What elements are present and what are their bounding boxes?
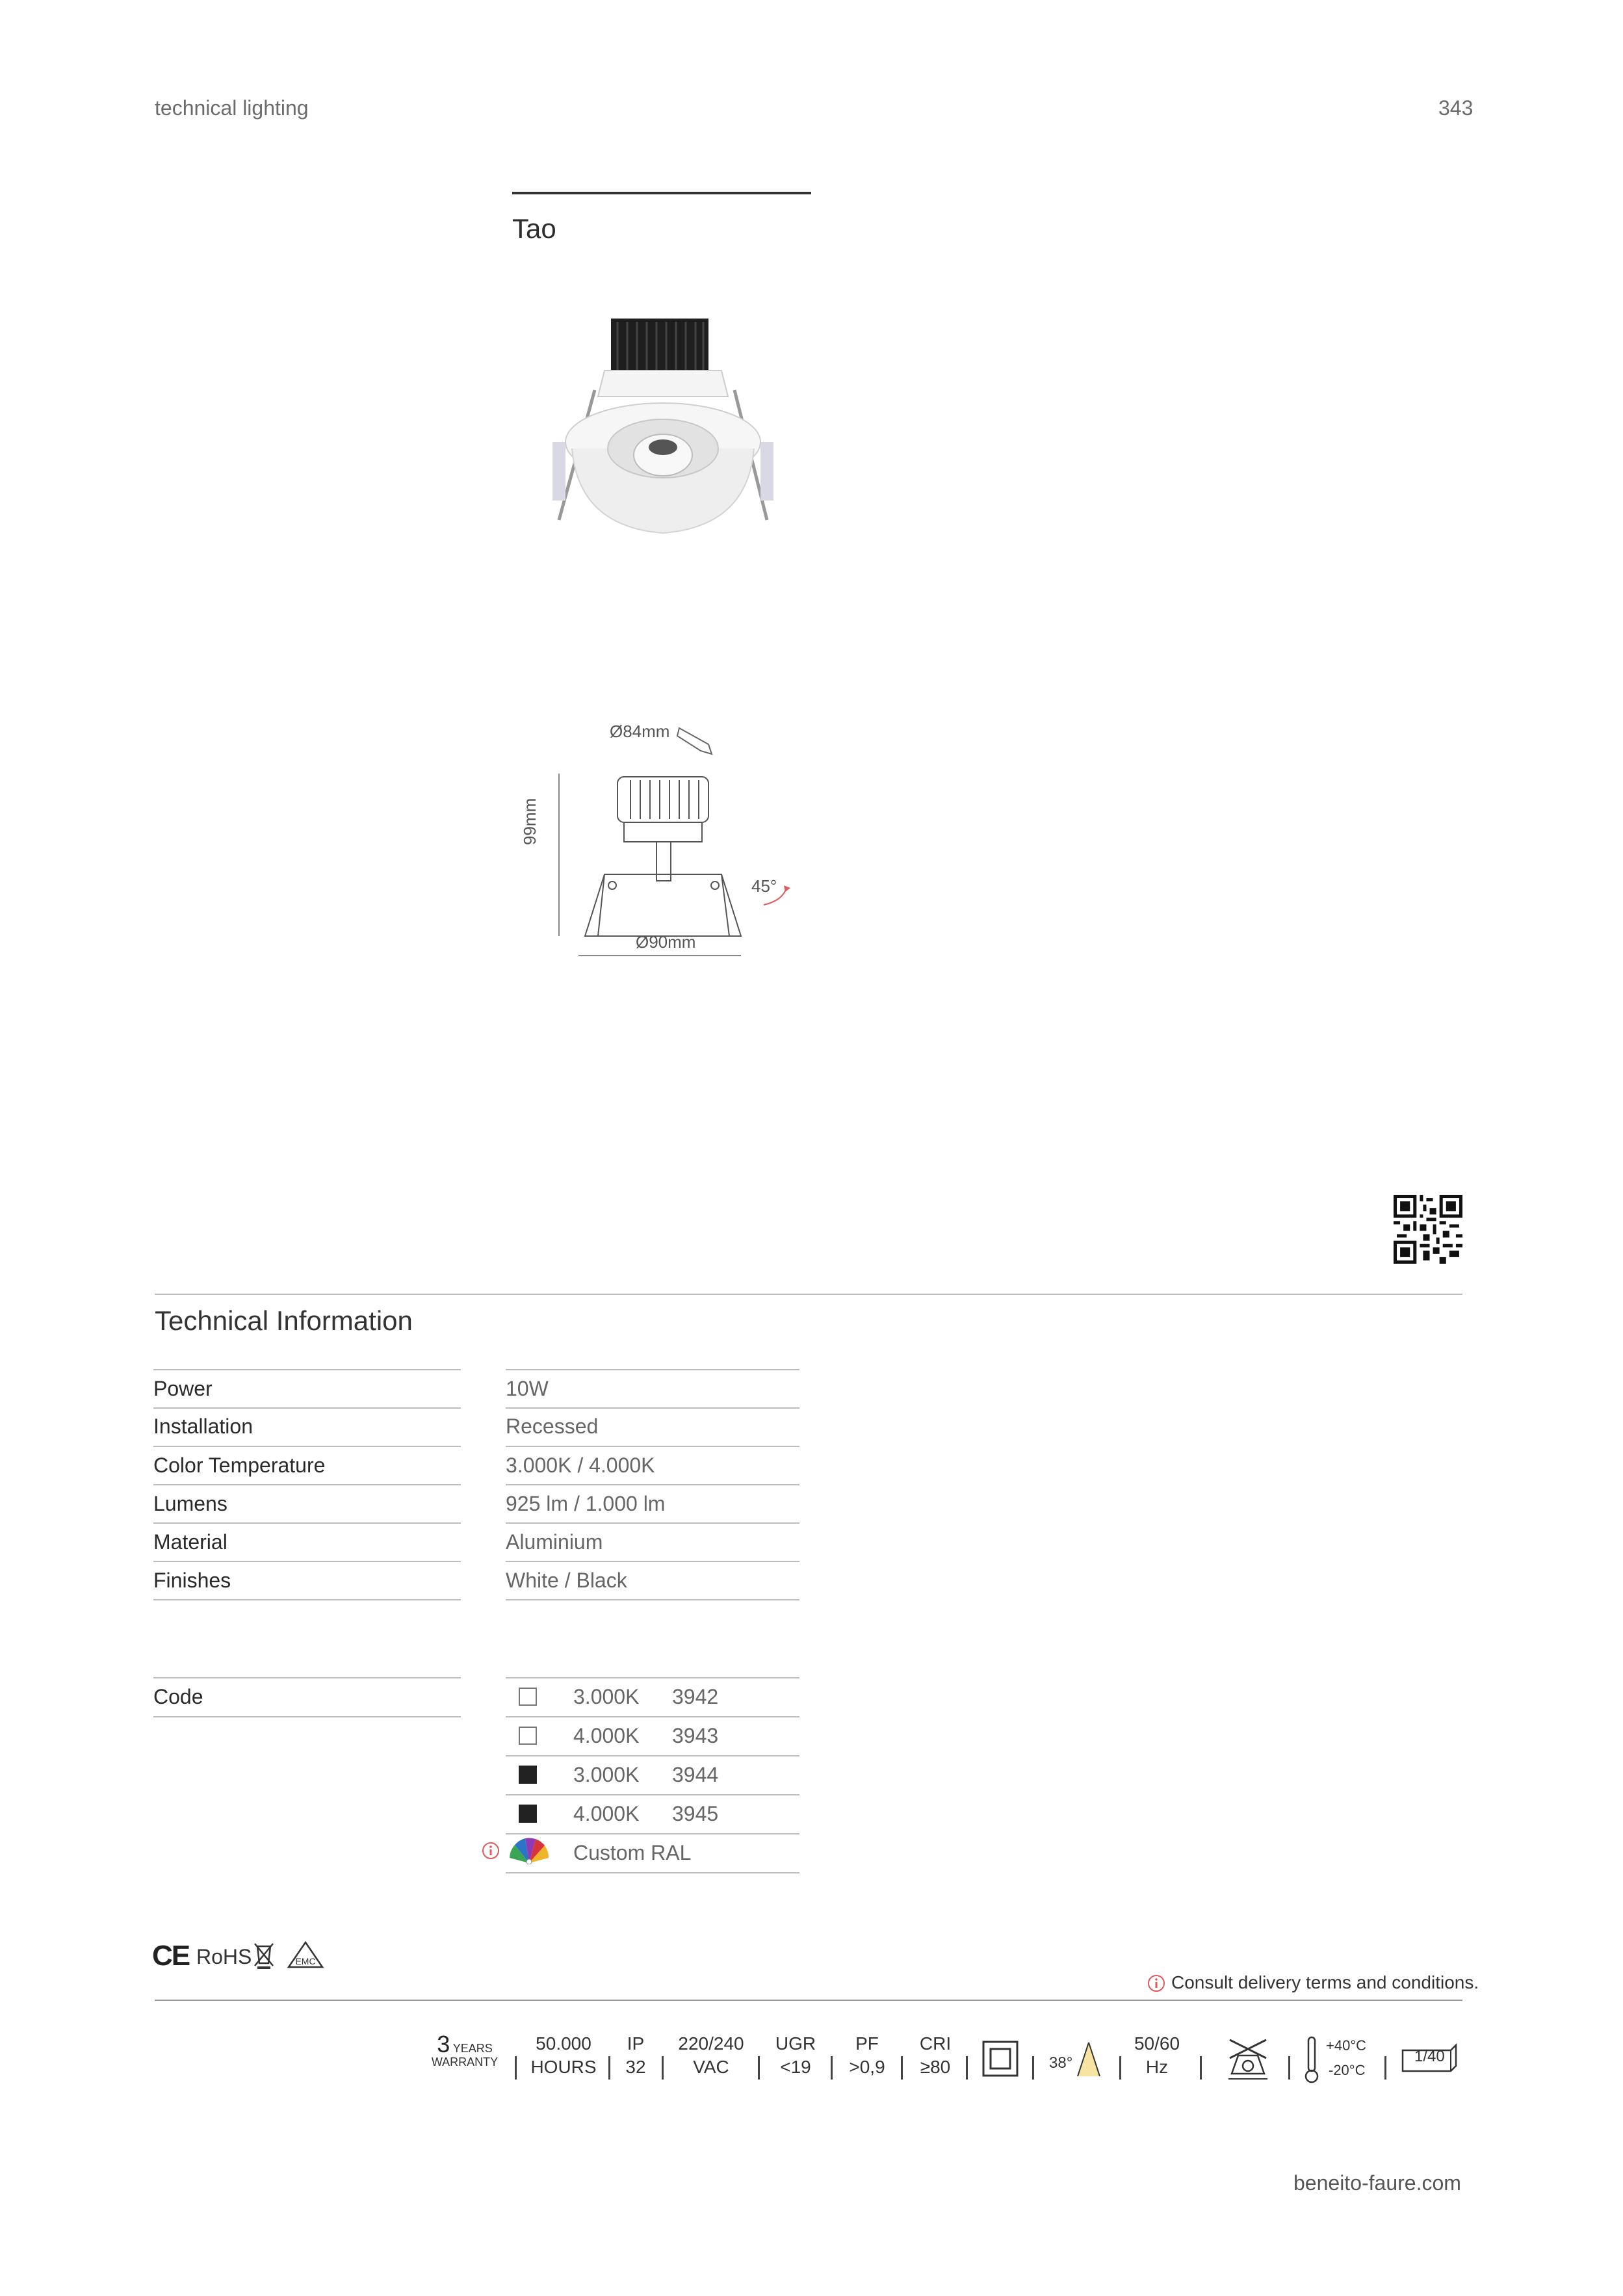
rohs-mark: RoHS <box>196 1945 252 1968</box>
product-title: Tao <box>512 213 556 244</box>
dim-tilt: 45° <box>751 876 777 896</box>
emc-mark-icon <box>287 1941 324 1968</box>
row-rule <box>153 1561 461 1562</box>
pf-label: PF <box>855 2033 879 2054</box>
beam-angle: 38° <box>1049 2054 1073 2072</box>
separator <box>901 2056 903 2080</box>
weee-bin-icon <box>252 1940 276 1970</box>
voltage-unit: VAC <box>693 2057 729 2077</box>
section-header: technical lighting <box>155 96 309 120</box>
delivery-note: Consult delivery terms and conditions. <box>1171 1972 1479 1992</box>
freq-value: 50/60 <box>1134 2033 1180 2054</box>
voltage-spec <box>673 2032 749 2079</box>
code-rule <box>506 1755 799 1756</box>
ip-value: 32 <box>625 2057 646 2077</box>
info-icon[interactable] <box>481 1841 500 1860</box>
warranty-word: WARRANTY <box>431 2055 499 2068</box>
product-image <box>533 306 793 553</box>
code-number: 3945 <box>672 1802 719 1825</box>
black-finish-swatch <box>519 1805 537 1823</box>
spec-value-finishes: White / Black <box>506 1569 627 1592</box>
package-quantity: 1/40 <box>1414 2048 1445 2065</box>
info-icon[interactable] <box>1147 1974 1166 1993</box>
row-rule <box>153 1599 461 1600</box>
separator <box>966 2056 968 2080</box>
row-rule <box>506 1484 799 1485</box>
code-rule <box>153 1677 461 1678</box>
separator <box>1288 2056 1290 2080</box>
website[interactable]: beneito-faure.com <box>1293 2171 1461 2195</box>
separator <box>758 2056 760 2080</box>
code-rule <box>153 1716 461 1717</box>
row-rule <box>506 1561 799 1562</box>
row-rule <box>506 1369 799 1370</box>
pf-spec <box>842 2032 892 2079</box>
code-temp: 3.000K <box>573 1763 640 1786</box>
ip-label: IP <box>627 2033 645 2054</box>
footer-rule <box>155 2000 1462 2001</box>
temp-max: +40°C <box>1326 2037 1367 2054</box>
spec-value-color-temperature: 3.000K / 4.000K <box>506 1454 655 1477</box>
separator <box>1032 2056 1034 2080</box>
technical-title: Technical Information <box>155 1305 413 1336</box>
row-rule <box>153 1446 461 1447</box>
code-label: Code <box>153 1685 203 1708</box>
hours-unit: HOURS <box>530 2057 597 2077</box>
code-number: 3943 <box>672 1724 719 1747</box>
cri-spec <box>913 2032 958 2079</box>
ugr-label: UGR <box>775 2033 816 2054</box>
temp-min: -20°C <box>1329 2062 1366 2078</box>
row-rule <box>506 1522 799 1524</box>
color-fan-icon <box>506 1832 552 1864</box>
page-number: 343 <box>1438 96 1474 120</box>
code-temp: 4.000K <box>573 1724 640 1747</box>
separator <box>1200 2056 1202 2080</box>
spec-label-material: Material <box>153 1530 227 1554</box>
hours-spec <box>528 2032 599 2079</box>
row-rule <box>153 1522 461 1524</box>
row-rule <box>153 1484 461 1485</box>
hours-value: 50.000 <box>536 2033 591 2054</box>
frequency-spec <box>1131 2032 1183 2079</box>
separator <box>1119 2056 1121 2080</box>
dim-height: 99mm <box>520 798 539 845</box>
beam-angle-icon <box>1072 2040 1105 2079</box>
voltage-value: 220/240 <box>678 2033 744 2054</box>
cri-label: CRI <box>919 2033 952 2054</box>
title-rule <box>512 192 811 194</box>
class-ii-icon <box>981 2040 1019 2078</box>
svg-text:EMC: EMC <box>295 1956 316 1966</box>
white-finish-swatch <box>519 1688 537 1706</box>
ip-spec <box>617 2032 654 2079</box>
code-number: 3944 <box>672 1763 719 1786</box>
qr-code[interactable] <box>1394 1195 1462 1264</box>
row-rule <box>506 1599 799 1600</box>
separator <box>608 2056 610 2080</box>
spec-value-installation: Recessed <box>506 1415 599 1438</box>
spec-label-power: Power <box>153 1377 213 1400</box>
row-rule <box>506 1407 799 1409</box>
code-rule <box>506 1716 799 1717</box>
warranty-badge <box>429 2031 500 2069</box>
spec-label-lumens: Lumens <box>153 1492 227 1515</box>
code-temp: 3.000K <box>573 1685 640 1708</box>
separator <box>515 2056 517 2080</box>
separator <box>1384 2056 1386 2080</box>
row-rule <box>153 1369 461 1370</box>
custom-ral: Custom RAL <box>573 1841 692 1864</box>
code-rule <box>506 1872 799 1873</box>
black-finish-swatch <box>519 1766 537 1784</box>
spec-value-lumens: 925 lm / 1.000 lm <box>506 1492 666 1515</box>
dim-top-diameter: Ø84mm <box>610 722 670 741</box>
cri-value: ≥80 <box>920 2057 951 2077</box>
pf-value: >0,9 <box>849 2057 885 2077</box>
spec-value-power: 10W <box>506 1377 549 1400</box>
dim-bottom-diameter: Ø90mm <box>636 932 696 952</box>
spec-label-finishes: Finishes <box>153 1569 231 1592</box>
code-rule <box>506 1677 799 1678</box>
warranty-number: 3 <box>437 2031 450 2057</box>
spec-label-installation: Installation <box>153 1415 253 1438</box>
ugr-spec <box>770 2032 822 2079</box>
separator <box>831 2056 833 2080</box>
spec-label-color-temperature: Color Temperature <box>153 1454 326 1477</box>
ugr-value: <19 <box>780 2057 811 2077</box>
code-number: 3942 <box>672 1685 719 1708</box>
warranty-unit: YEARS <box>452 2042 493 2055</box>
spec-value-material: Aluminium <box>506 1530 603 1554</box>
freq-unit: Hz <box>1145 2057 1169 2077</box>
row-rule <box>506 1446 799 1447</box>
separator <box>662 2056 664 2080</box>
ce-mark: CE <box>152 1940 190 1972</box>
row-rule <box>153 1407 461 1409</box>
no-insulation-cover-icon <box>1222 2032 1274 2084</box>
code-rule <box>506 1794 799 1795</box>
section-rule <box>155 1294 1462 1295</box>
code-temp: 4.000K <box>573 1802 640 1825</box>
white-finish-swatch <box>519 1727 537 1745</box>
thermometer-icon <box>1303 2035 1321 2084</box>
